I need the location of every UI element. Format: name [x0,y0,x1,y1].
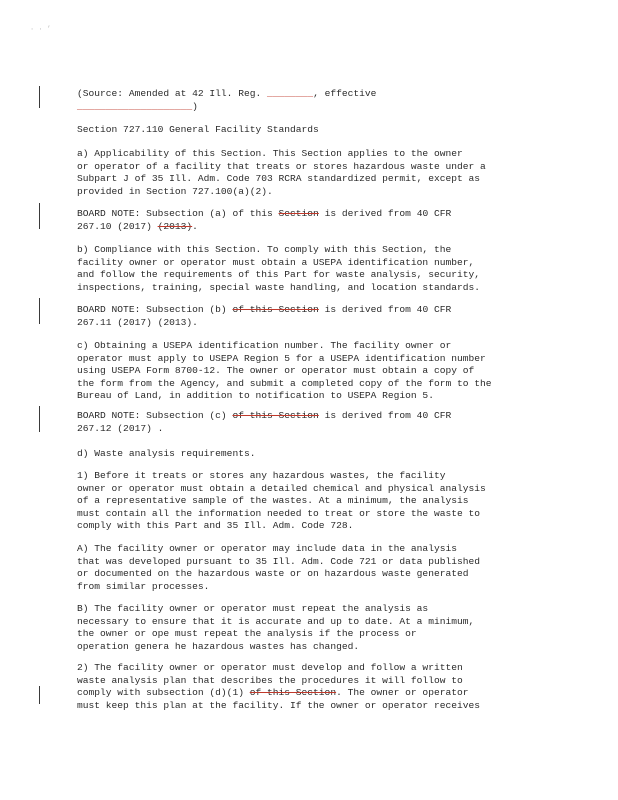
board-note-a [77,208,547,233]
change-bar [39,86,40,108]
text-line: the owner or ope must repeat the analysis if the process or [77,628,417,640]
note-text: is derived from 40 CFR [318,208,452,219]
section-title: Section 727.110 General Facility Standards [77,124,319,135]
text-line: provided in Section 727.100(a)(2). [77,185,273,197]
text-line: Subpart J of 35 Ill. Adm. Code 703 RCRA standardized permit, except as [77,173,481,185]
deleted-text: (2013) [157,220,193,232]
text-line: comply with this Part and 35 Ill. Adm. Code 728. [77,520,354,532]
paragraph-c [77,340,547,403]
note-text: is derived from 40 CFR [318,304,452,315]
text-line: . The owner or operator [336,687,469,699]
text-line: necessary to ensure that it is accurate and up to date. At a minimum, [77,615,475,627]
deleted-text: of this Section [249,687,337,699]
deleted-text: of this Section [232,304,319,315]
source-effective: , effective [313,88,377,99]
text-line: of a representative sample of the wastes. At a minimum, the analysis [77,495,469,507]
change-bar [39,203,40,229]
source-close: ) [192,100,198,112]
deleted-text: Section [278,208,319,219]
paragraph-b [77,244,547,294]
board-note-c [77,410,547,435]
note-text: 267.10 (2017) [77,220,158,232]
text-line: owner or operator must obtain a detailed chemical and physical analysis [77,482,486,494]
source-blank-date: ____________________ [77,100,193,112]
text-line: or operator of a facility that treats or stores hazardous waste under a [77,160,486,172]
text-line: a) Applicability of this Section. This Section applies to the owner [77,148,463,159]
text-line: A) The facility owner or operator may include data in the analysis [77,543,457,554]
text-line: comply with subsection (d)(1) [77,687,250,699]
text-line: 1) Before it treats or stores any hazardous wastes, the facility [77,470,446,481]
change-bar [39,686,40,704]
scan-speck: · · ’ [30,26,52,34]
text-line: operator must apply to USEPA Region 5 for a USEPA identification number [77,352,486,364]
text-line: from similar processes. [77,580,210,592]
paragraph-d1-B [77,603,547,653]
note-text: BOARD NOTE: Subsection (a) of this [77,208,279,219]
paragraph-d1 [77,470,547,533]
source-blank: ________ [267,88,314,99]
text-line: b) Compliance with this Section. To comply with this Section, the [77,244,452,255]
paragraph-d-title: d) Waste analysis requirements. [77,448,256,459]
text-line: inspections, training, special waste handling, and location standards. [77,281,481,293]
text-line: and follow the requirements of this Part for waste analysis, security, [77,269,481,281]
note-text: 267.12 (2017) . [77,422,164,434]
text-line: 2) The facility owner or operator must develop and follow a written [77,662,463,673]
change-bar [39,406,40,432]
text-line: operation genera he hazardous wastes has changed. [77,640,360,652]
change-bar [39,298,40,324]
note-text: 267.11 (2017) (2013). [77,316,198,328]
text-line: that was developed pursuant to 35 Ill. Adm. Code 721 or data published [77,555,481,567]
text-line: must contain all the information needed to treat or store the waste to [77,507,481,519]
note-text: is derived from 40 CFR [318,410,452,421]
source-note [77,88,547,113]
paragraph-a [77,148,547,198]
text-line: or documented on the hazardous waste or on hazardous waste generated [77,568,469,580]
note-text: . [192,220,198,232]
text-line: must keep this plan at the facility. If the owner or operator receives [77,699,481,711]
text-line: using USEPA Form 8700-12. The owner or operator must obtain a copy of [77,365,475,377]
text-line: the form from the Agency, and submit a completed copy of the form to the [77,377,492,389]
paragraph-d2 [77,662,547,712]
note-text: BOARD NOTE: Subsection (b) [77,304,233,315]
source-text: (Source: Amended at 42 Ill. Reg. [77,88,267,99]
board-note-b [77,304,547,329]
note-text: BOARD NOTE: Subsection (c) [77,410,233,421]
text-line: facility owner or operator must obtain a USEPA identification number, [77,256,475,268]
text-line: B) The facility owner or operator must repeat the analysis as [77,603,429,614]
text-line: c) Obtaining a USEPA identification number. The facility owner or [77,340,452,351]
text-line: Bureau of Land, in addition to notification to USEPA Region 5. [77,390,434,402]
deleted-text: of this Section [232,410,319,421]
paragraph-d1-A [77,543,547,593]
text-line: waste analysis plan that describes the procedures it will follow to [77,674,463,686]
